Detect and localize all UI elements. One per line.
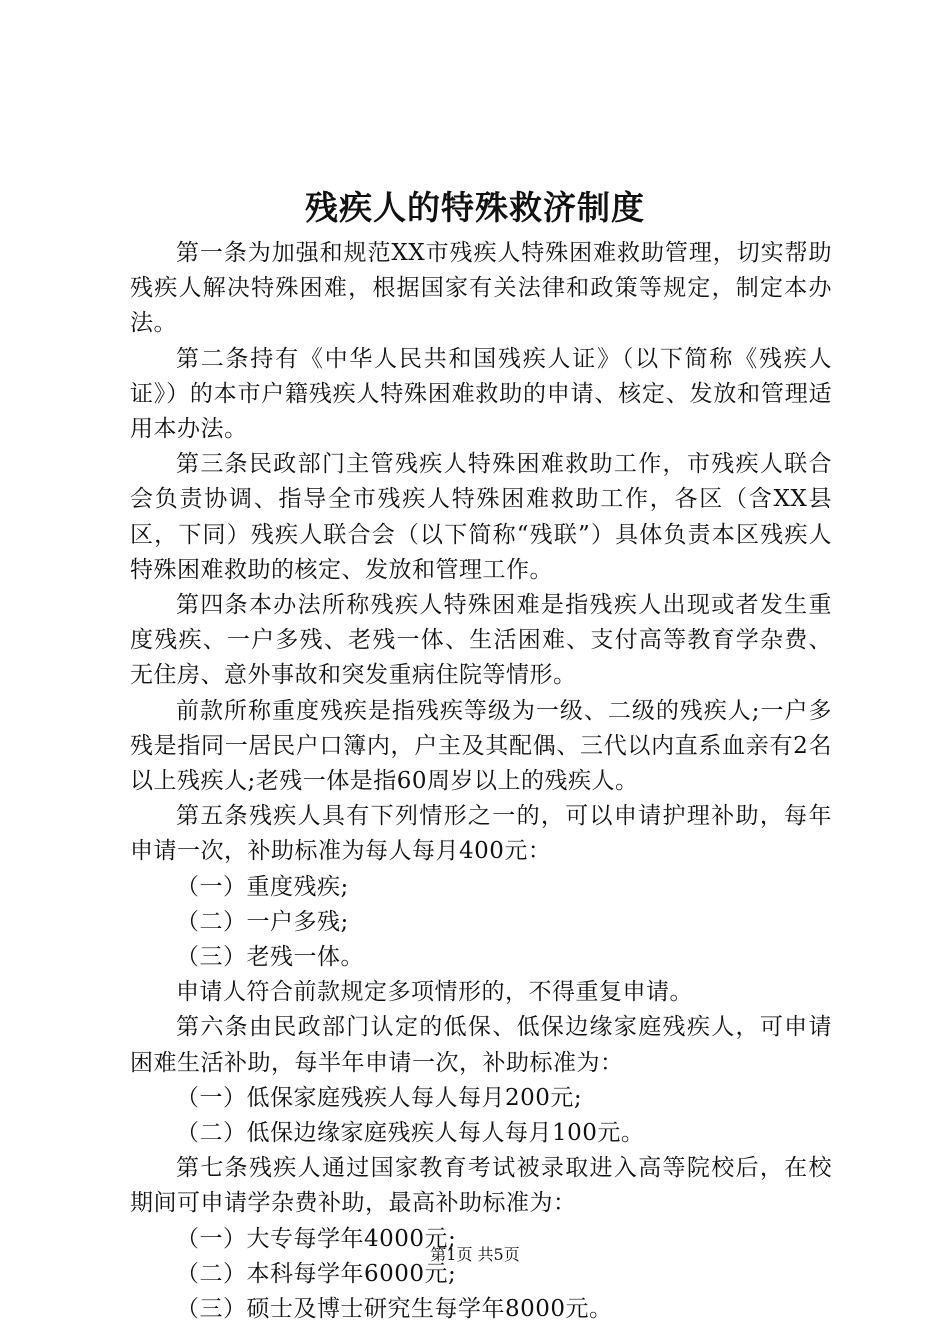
article-3-paragraph: 第三条民政部门主管残疾人特殊困难救助工作，市残疾人联合会负责协调、指导全市残疾人特殊困难救助工作，各区（含XX县区，下同）残疾人联合会（以下简称“残联”）具体负责本区残疾人特殊困难救助的核定、发放和管理工作。 — [130, 451, 832, 583]
note-paragraph: 申请人符合前款规定多项情形的，不得重复申请。 — [176, 979, 693, 1006]
list-item: （三）硕士及博士研究生每学年8000元。 — [176, 1296, 613, 1323]
list-item: （二）低保边缘家庭残疾人每人每月100元。 — [176, 1120, 645, 1147]
page-footer: 第1页 共5页 — [430, 1245, 520, 1264]
definition-paragraph: 前款所称重度残疾是指残疾等级为一级、二级的残疾人;一户多残是指同一居民户口簿内，户主及其配偶、三代以内直系血亲有2名以上残疾人;老残一体是指60周岁以上的残疾人。 — [130, 697, 832, 795]
list-item: （二）本科每学年6000元; — [176, 1260, 457, 1287]
article-5-paragraph: 第五条残疾人具有下列情形之一的，可以申请护理补助，每年申请一次，补助标准为每人每月400元： — [130, 803, 832, 865]
article-4-paragraph: 第四条本办法所称残疾人特殊困难是指残疾人出现或者发生重度残疾、一户多残、老残一体、生活困难、支付高等教育学杂费、无住房、意外事故和突发重病住院等情形。 — [130, 592, 832, 689]
list-item: （三）老残一体。 — [176, 944, 364, 971]
document-body — [130, 236, 832, 1327]
article-7-paragraph: 第七条残疾人通过国家教育考试被录取进入高等院校后，在校期间可申请学杂费补助，最高补助标准为： — [130, 1155, 832, 1217]
list-item: （一）低保家庭残疾人每人每月200元; — [176, 1084, 583, 1111]
list-item: （二）一户多残; — [176, 908, 349, 935]
article-1-paragraph: 第一条为加强和规范XX市残疾人特殊困难救助管理，切实帮助残疾人解决特殊困难，根据国家有关法律和政策等规定，制定本办法。 — [130, 240, 832, 337]
article-6-paragraph: 第六条由民政部门认定的低保、低保边缘家庭残疾人，可申请困难生活补助，每半年申请一次，补助标准为： — [130, 1014, 832, 1076]
list-item: （一）重度残疾; — [176, 873, 349, 900]
article-2-paragraph: 第二条持有《中华人民共和国残疾人证》（以下简称《残疾人证》）的本市户籍残疾人特殊困难救助的申请、核定、发放和管理适用本办法。 — [130, 345, 832, 443]
list-item: （一）大专每学年4000元; — [176, 1225, 457, 1252]
document-title: 残疾人的特殊救济制度 — [305, 188, 645, 227]
